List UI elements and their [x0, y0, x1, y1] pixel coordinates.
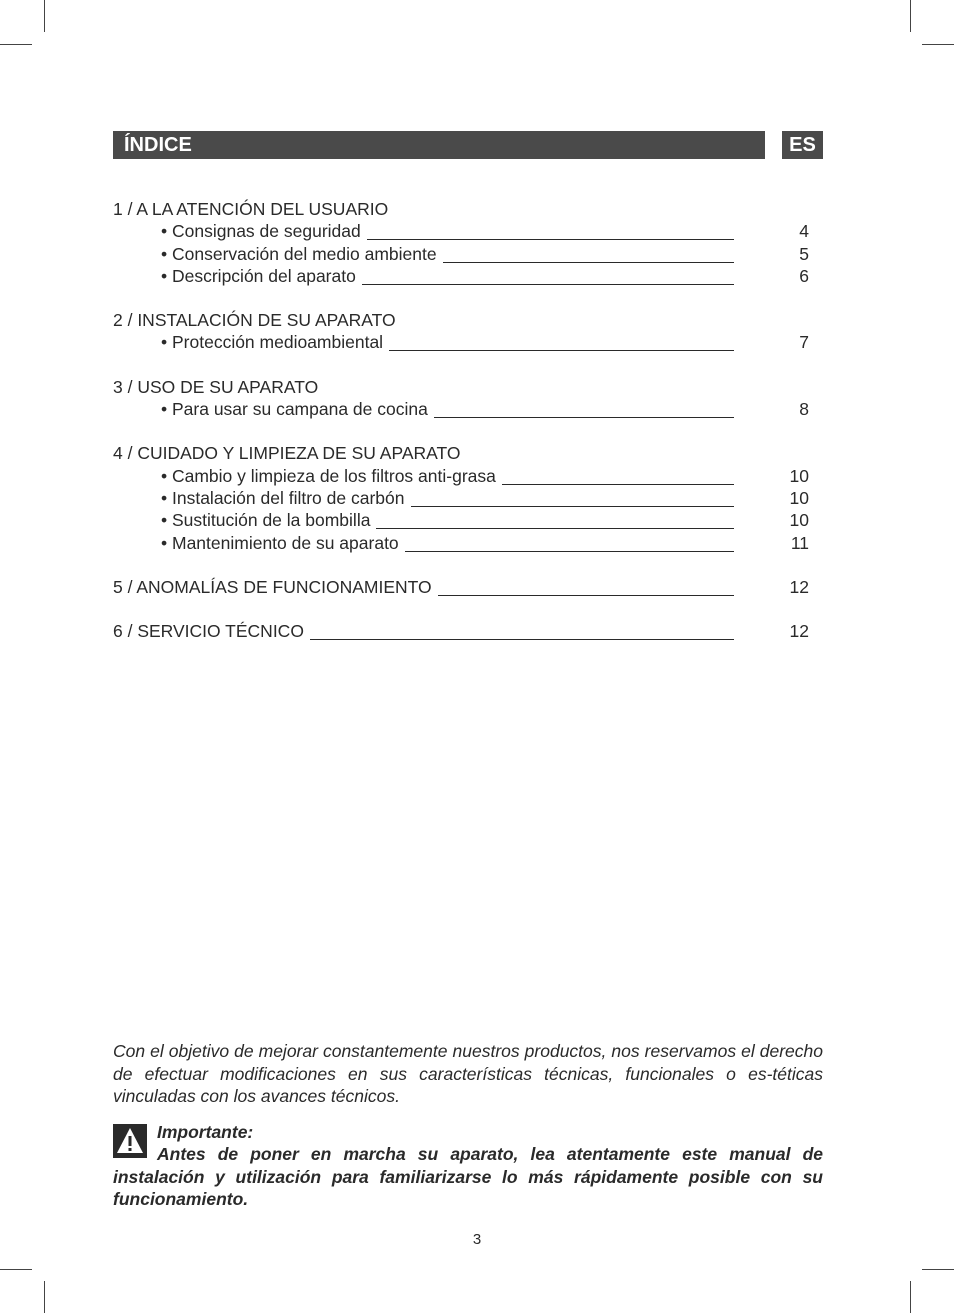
crop-mark [44, 1281, 45, 1313]
toc-page-number: 10 [789, 510, 809, 531]
toc-entry-label: 5 / ANOMALÍAS DE FUNCIONAMIENTO [113, 576, 438, 598]
toc-entry[interactable] [113, 487, 813, 509]
toc-entry[interactable] [113, 331, 813, 353]
crop-mark [922, 1269, 954, 1270]
toc-page-number: 10 [789, 465, 809, 486]
toc-section-title[interactable]: 2 / INSTALACIÓN DE SU APARATO [113, 310, 396, 331]
toc-entry-label: • Sustitución de la bombilla [161, 509, 376, 531]
toc-section-entry[interactable] [113, 620, 813, 642]
toc-entry[interactable] [113, 509, 813, 531]
toc-entry-label: • Para usar su campana de cocina [161, 398, 434, 420]
toc-entry[interactable] [113, 465, 813, 487]
toc-entry-label: • Protección medioambiental [161, 331, 389, 353]
crop-mark [922, 44, 954, 45]
toc-entry[interactable] [113, 398, 813, 420]
warning-title: Importante: [157, 1122, 254, 1142]
toc-entry-label: • Consignas de seguridad [161, 220, 367, 242]
toc-page-number: 12 [789, 576, 809, 597]
crop-mark [0, 1269, 32, 1270]
table-of-contents [113, 198, 813, 642]
page-number: 3 [472, 1231, 482, 1248]
index-header: ÍNDICE [113, 131, 765, 159]
toc-page-number: 7 [799, 332, 809, 353]
disclaimer-note: Con el objetivo de mejorar constantemente nuestros productos, nos reservamos el derecho de efectuar modificaciones en sus características técnicas, funcionales o es-téticas vinculadas con los avances técnicos. [113, 1041, 823, 1106]
toc-entry-label: • Descripción del aparato [161, 265, 362, 287]
toc-page-number: 8 [799, 399, 809, 420]
toc-section-title[interactable]: 3 / USO DE SU APARATO [113, 376, 319, 397]
important-warning [113, 1121, 823, 1210]
toc-page-number: 5 [799, 243, 809, 264]
crop-mark [44, 0, 45, 32]
toc-entry[interactable] [113, 243, 813, 265]
toc-entry-label: 6 / SERVICIO TÉCNICO [113, 620, 310, 642]
toc-entry-label: • Instalación del filtro de carbón [161, 487, 411, 509]
toc-section-title[interactable]: 1 / A LA ATENCIÓN DEL USUARIO [113, 199, 389, 219]
toc-section-title[interactable]: 4 / CUIDADO Y LIMPIEZA DE SU APARATO [113, 443, 461, 464]
warning-triangle-icon [113, 1124, 147, 1158]
toc-entry-label: • Mantenimiento de su aparato [161, 532, 405, 554]
crop-mark [910, 1281, 911, 1313]
toc-page-number: 12 [789, 621, 809, 642]
language-badge: ES [782, 131, 823, 159]
warning-text: Antes de poner en marcha su aparato, lea atentamente este manual de instalación y utilización para familiarizarse lo más rápidamente posible con su funcionamiento. [113, 1144, 823, 1209]
toc-entry-label: • Conservación del medio ambiente [161, 243, 443, 265]
toc-entry[interactable] [113, 220, 813, 242]
toc-page-number: 4 [799, 221, 809, 242]
crop-mark [910, 0, 911, 32]
toc-entry[interactable] [113, 265, 813, 287]
toc-page-number: 10 [789, 487, 809, 508]
toc-section-entry[interactable] [113, 576, 813, 598]
toc-entry[interactable] [113, 532, 813, 554]
toc-entry-label: • Cambio y limpieza de los filtros anti-grasa [161, 465, 502, 487]
toc-page-number: 6 [799, 265, 809, 286]
crop-mark [0, 44, 32, 45]
toc-page-number: 11 [790, 532, 809, 553]
